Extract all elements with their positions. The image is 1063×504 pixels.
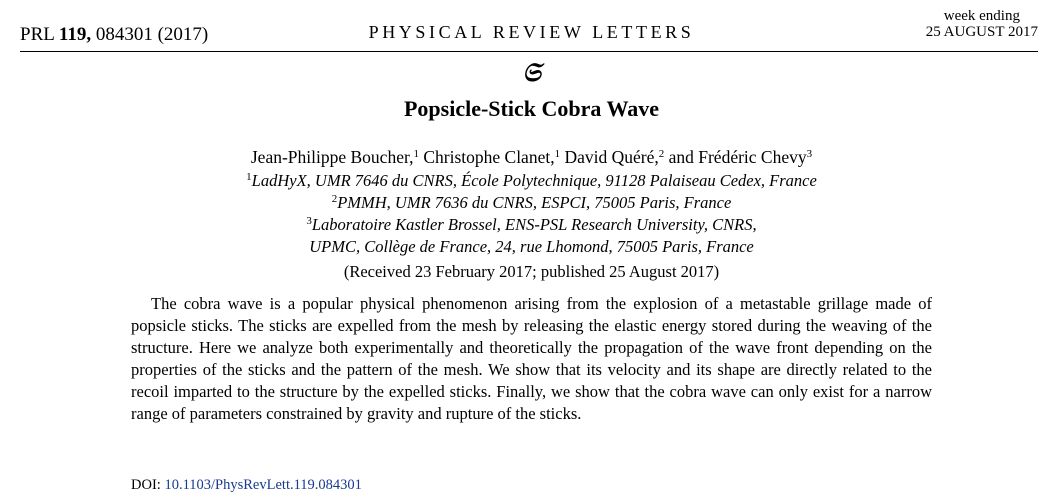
- doi-link[interactable]: 10.1103/PhysRevLett.119.084301: [164, 477, 362, 493]
- volume: 119,: [58, 24, 92, 45]
- affiliation: $^3$Laboratoire Kastler Brossel, ENS-PSL Research University, CNRS,: [306, 215, 757, 234]
- journal-header: [0, 0, 1063, 52]
- issue-date: [926, 8, 1038, 40]
- affiliation: $^2$PMMH, UMR 7636 du CNRS, ESPCI, 75005 Paris, France: [331, 193, 732, 212]
- journal-name: PHYSICAL REVIEW LETTERS: [368, 22, 695, 42]
- journal-logo-icon: 𝔖: [522, 58, 541, 87]
- author: Christophe Clanet,$^1$: [423, 147, 561, 167]
- author: David Quéré,$^2$: [564, 147, 665, 167]
- affiliation: UPMC, Collège de France, 24, rue Lhomond, 75005 Paris, France: [309, 237, 754, 256]
- abstract: [131, 293, 932, 425]
- week-ending-label: week ending: [943, 8, 1020, 24]
- journal-abbrev: PRL: [20, 24, 55, 45]
- article-number-year: 084301 (2017): [95, 24, 209, 45]
- week-ending-date: 25 AUGUST 2017: [925, 24, 1038, 40]
- affiliation: $^1$LadHyX, UMR 7646 du CNRS, École Polytechnique, 91128 Palaiseau Cedex, France: [246, 171, 817, 190]
- author: and Frédéric Chevy$^3$: [668, 147, 813, 167]
- abstract-text: The cobra wave is a popular physical phenomenon arising from the explosion of a metastable grillage made of popsicle sticks. The sticks are expelled from the mesh by releasing the elastic energy stored during the weaving of the structure. Here we analyze both experimentally and theoretically the propagation of the wave front depending on the properties of the sticks and the pattern of the mesh. We show that its velocity and its shape are directly related to the recoil imparted to the structure by the expelled sticks. Finally, we show that the cobra wave can only exist for a narrow range of parameters constrained by gravity and rupture of the sticks.: [131, 294, 932, 423]
- header-rule: [20, 51, 1038, 52]
- doi-label: DOI:: [131, 477, 161, 493]
- author-list: [0, 147, 1063, 168]
- author: Jean-Philippe Boucher,$^1$: [250, 147, 419, 167]
- paper-title: Popsicle-Stick Cobra Wave: [403, 96, 660, 121]
- doi: [131, 477, 362, 494]
- received-dates: (Received 23 February 2017; published 25 August 2017): [343, 262, 720, 281]
